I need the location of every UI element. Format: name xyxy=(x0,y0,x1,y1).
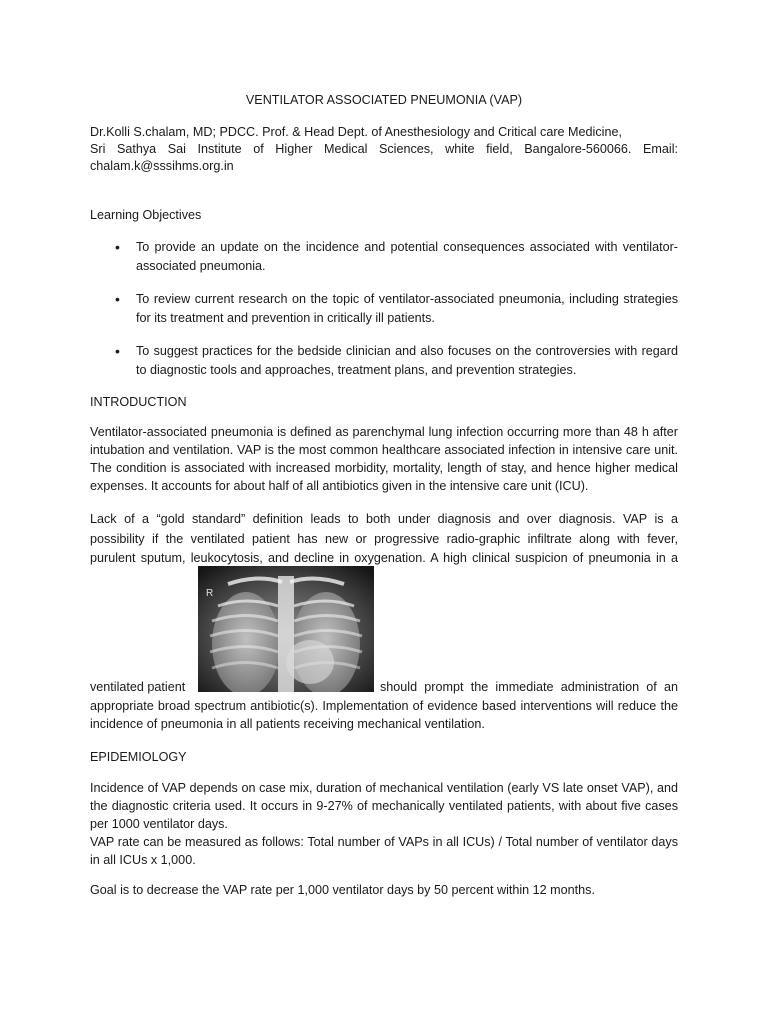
objective-line-2: to diagnostic tools and approaches, treatment plans, and prevention strategies. xyxy=(136,363,577,377)
author-line-1: Dr.Kolli S.chalam, MD; PDCC. Prof. & Head Dept. of Anesthesiology and Critical care Medicine, xyxy=(90,125,622,139)
author-line-3: chalam.k@sssihms.org.in xyxy=(90,159,234,173)
epidemiology-paragraph-1: Incidence of VAP depends on case mix, duration of mechanical ventilation (early VS late onset VAP), and the diagnostic criteria used. It occurs in 9-27% of mechanically ventilated patients, with about five cases per 1000 ventilator days. xyxy=(90,781,678,831)
epidemiology-paragraph-2: VAP rate can be measured as follows: Total number of VAPs in all ICUs) / Total number of ventilator days in all ICUs x 1,000. xyxy=(90,835,678,867)
xray-side-marker: R xyxy=(206,588,214,599)
introduction-heading: INTRODUCTION xyxy=(90,395,187,409)
author-line-2: Sri Sathya Sai Institute of Higher Medical Sciences, white field, Bangalore-560066. Email: xyxy=(90,142,678,156)
learning-objectives-heading: Learning Objectives xyxy=(90,208,202,222)
chest-xray-graphic xyxy=(198,566,374,692)
bullet-icon: • xyxy=(115,291,120,307)
epidemiology-heading: EPIDEMIOLOGY xyxy=(90,750,187,764)
bullet-icon: • xyxy=(115,343,120,359)
objective-line-1: To provide an update on the incidence and potential consequences associated with ventilator- xyxy=(136,240,678,254)
objective-line-1: To review current research on the topic of ventilator-associated pneumonia, including strategies xyxy=(136,292,678,306)
document-title: VENTILATOR ASSOCIATED PNEUMONIA (VAP) xyxy=(245,93,523,107)
objective-line-2: associated pneumonia. xyxy=(136,259,266,273)
introduction-paragraph-2-rest: appropriate broad spectrum antibiotic(s). Implementation of evidence based interventions will reduce the incidence of pneumonia in all patients receiving mechanical ventilation. xyxy=(90,699,678,731)
objective-line-1: To suggest practices for the bedside clinician and also focuses on the controversies with regard xyxy=(136,344,678,358)
introduction-paragraph-2-line-1: Lack of a “gold standard” definition leads to both under diagnosis and over diagnosis. VAP is a xyxy=(90,512,678,526)
introduction-before-image: ventilated patient xyxy=(90,680,186,694)
epidemiology-paragraph-3: Goal is to decrease the VAP rate per 1,000 ventilator days by 50 percent within 12 months. xyxy=(90,883,595,897)
introduction-paragraph-2-line-2: possibility if the ventilated patient has new or progressive radio-graphic infiltrate along with fever, xyxy=(90,532,678,546)
bullet-icon: • xyxy=(115,239,120,255)
chest-xray-image xyxy=(198,566,374,692)
introduction-paragraph-2-line-3: purulent sputum, leukocytosis, and decline in oxygenation. A high clinical suspicion of pneumonia in a xyxy=(90,551,678,565)
introduction-after-image: should prompt the immediate administration of an xyxy=(380,680,678,694)
introduction-paragraph-1: Ventilator-associated pneumonia is defined as parenchymal lung infection occurring more than 48 h after intubation and ventilation. VAP is the most common healthcare associated infection in intensive care unit. The condition is associated with increased morbidity, mortality, length of stay, and hence higher medical expenses. It accounts for about half of all antibiotics given in the intensive care unit (ICU). xyxy=(90,425,678,493)
objective-line-2: for its treatment and prevention in critically ill patients. xyxy=(136,311,435,325)
